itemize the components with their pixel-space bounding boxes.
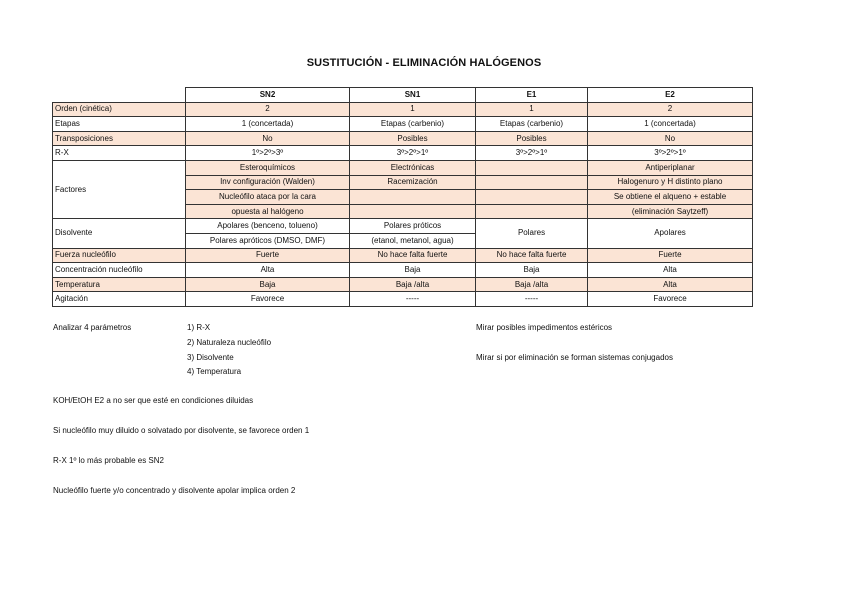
table-header-row xyxy=(53,88,753,103)
comparison-table xyxy=(52,87,753,307)
table-row-rx xyxy=(53,146,753,161)
table-cell: 3º>2º>1º xyxy=(350,146,476,161)
table-row-orden xyxy=(53,102,753,117)
table-cell: Fuerte xyxy=(186,248,350,263)
table-row-agitacion xyxy=(53,292,753,307)
row-label: Etapas xyxy=(53,117,186,132)
table-cell: Favorece xyxy=(186,292,350,307)
column-header-e2: E2 xyxy=(588,88,753,103)
param-item: 3) Disolvente xyxy=(187,353,234,362)
note-line: Si nucleófilo muy diluido o solvatado por disolvente, se favorece orden 1 xyxy=(53,426,310,435)
note-line: Nucleófilo fuerte y/o concentrado y disolvente apolar implica orden 2 xyxy=(53,486,296,495)
table-cell: Apolares xyxy=(588,219,753,248)
table-cell: ----- xyxy=(476,292,588,307)
row-label: Fuerza nucleófilo xyxy=(53,248,186,263)
note-line: KOH/EtOH E2 a no ser que esté en condiciones diluidas xyxy=(53,396,254,405)
table-cell: 2 xyxy=(186,102,350,117)
row-label: Concentración nucleófilo xyxy=(53,263,186,278)
table-cell xyxy=(476,204,588,219)
table-cell xyxy=(350,190,476,205)
impedimentos-note: Mirar posibles impedimentos estéricos xyxy=(476,323,613,332)
table-cell: Alta xyxy=(186,263,350,278)
table-cell: 1 (concertada) xyxy=(186,117,350,132)
table-row-etapas xyxy=(53,117,753,132)
table-cell xyxy=(476,160,588,175)
table-cell: Baja xyxy=(476,263,588,278)
analizar-label: Analizar 4 parámetros xyxy=(53,323,132,332)
param-item: 2) Naturaleza nucleófilo xyxy=(187,338,272,347)
note-line: R-X 1º lo más probable es SN2 xyxy=(53,456,164,465)
table-cell: 1 xyxy=(350,102,476,117)
table-cell: Racemización xyxy=(350,175,476,190)
table-cell: 2 xyxy=(588,102,753,117)
table-cell: Se obtiene el alqueno + estable xyxy=(588,190,753,205)
table-cell: Baja xyxy=(186,277,350,292)
table-cell: Favorece xyxy=(588,292,753,307)
param-item: 1) R-X xyxy=(187,323,211,332)
column-header-sn1: SN1 xyxy=(350,88,476,103)
table-cell: 3º>2º>1º xyxy=(476,146,588,161)
table-row-fuerza xyxy=(53,248,753,263)
table-cell: Esteroquímicos xyxy=(186,160,350,175)
table-cell: No xyxy=(186,131,350,146)
table-cell: Polares xyxy=(476,219,588,248)
table-cell: 3º>2º>1º xyxy=(588,146,753,161)
param-item: 4) Temperatura xyxy=(187,367,242,376)
row-label: Orden (cinética) xyxy=(53,102,186,117)
table-cell: ----- xyxy=(350,292,476,307)
table-cell xyxy=(350,204,476,219)
table-cell: Alta xyxy=(588,263,753,278)
table-cell: 1 (concertada) xyxy=(588,117,753,132)
row-label: Transposiciones xyxy=(53,131,186,146)
table-cell xyxy=(476,175,588,190)
table-cell: Posibles xyxy=(350,131,476,146)
table-cell: Alta xyxy=(588,277,753,292)
table-cell: (etanol, metanol, agua) xyxy=(350,233,476,248)
table-cell xyxy=(476,190,588,205)
page-title: SUSTITUCIÓN - ELIMINACIÓN HALÓGENOS xyxy=(306,57,542,69)
conjugados-note: Mirar si por eliminación se forman sistemas conjugados xyxy=(476,353,673,362)
table-cell: Polares apróticos (DMSO, DMF) xyxy=(186,233,350,248)
header-blank-cell xyxy=(53,88,186,103)
table-row-temperatura xyxy=(53,277,753,292)
table-cell: Nucleófilo ataca por la cara xyxy=(186,190,350,205)
table-cell: Halogenuro y H distinto plano xyxy=(588,175,753,190)
column-header-e1: E1 xyxy=(476,88,588,103)
table-cell: Polares próticos xyxy=(350,219,476,234)
row-label: R-X xyxy=(53,146,186,161)
table-cell: (eliminación Saytzeff) xyxy=(588,204,753,219)
table-cell: Baja /alta xyxy=(350,277,476,292)
table-cell: Baja xyxy=(350,263,476,278)
table-cell: 1 xyxy=(476,102,588,117)
table-cell: 1º>2º>3º xyxy=(186,146,350,161)
table-cell: No xyxy=(588,131,753,146)
row-label: Temperatura xyxy=(53,277,186,292)
table-cell: No hace falta fuerte xyxy=(476,248,588,263)
table-cell: Etapas (carbenio) xyxy=(350,117,476,132)
table-row-disolvente xyxy=(53,219,753,234)
table-cell: Posibles xyxy=(476,131,588,146)
row-label: Disolvente xyxy=(53,219,186,248)
table-cell: Baja /alta xyxy=(476,277,588,292)
table-cell: No hace falta fuerte xyxy=(350,248,476,263)
table-cell: Fuerte xyxy=(588,248,753,263)
table-cell: opuesta al halógeno xyxy=(186,204,350,219)
table-row-transposiciones xyxy=(53,131,753,146)
table-row-concentracion xyxy=(53,263,753,278)
row-label: Factores xyxy=(53,160,186,218)
table-cell: Apolares (benceno, tolueno) xyxy=(186,219,350,234)
column-header-sn2: SN2 xyxy=(186,88,350,103)
table-cell: Etapas (carbenio) xyxy=(476,117,588,132)
table-cell: Antiperiplanar xyxy=(588,160,753,175)
row-label: Agitación xyxy=(53,292,186,307)
table-cell: Electrónicas xyxy=(350,160,476,175)
table-row-factores xyxy=(53,160,753,175)
table-cell: Inv configuración (Walden) xyxy=(186,175,350,190)
